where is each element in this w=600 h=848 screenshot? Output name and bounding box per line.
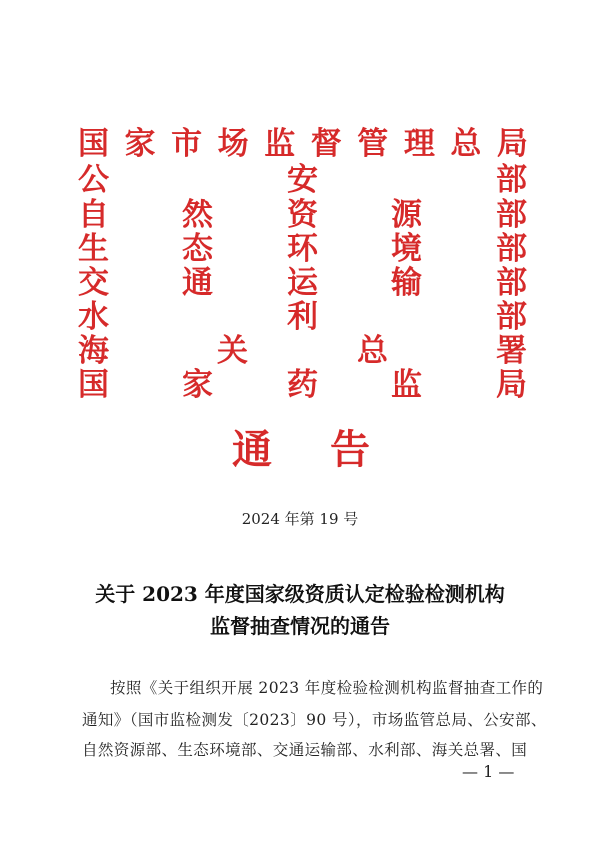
issuer-char: 市 bbox=[171, 126, 203, 162]
notice-title bbox=[0, 426, 600, 473]
notice-title-char: 通 bbox=[232, 426, 272, 473]
issuer-char: 利 bbox=[287, 299, 318, 335]
issuer-char: 部 bbox=[496, 162, 527, 198]
issuer-char: 通 bbox=[182, 265, 213, 301]
issuer-char: 环 bbox=[287, 231, 318, 267]
issuer-char: 关 bbox=[217, 333, 248, 369]
issuer-char: 输 bbox=[391, 265, 422, 301]
issuer-char: 总 bbox=[450, 126, 482, 162]
issuer-char: 监 bbox=[264, 126, 296, 162]
issuer-char: 部 bbox=[496, 299, 527, 335]
issuer-char: 监 bbox=[391, 367, 422, 403]
issuer-char: 总 bbox=[357, 333, 388, 369]
issuer-char: 局 bbox=[496, 126, 528, 162]
body-paragraph-line: 通知》（国市监检测发〔2023〕90 号），市场监管总局、公安部、 bbox=[82, 711, 547, 729]
issuer-row-customs bbox=[78, 335, 528, 368]
issuer-row-nmpa bbox=[78, 369, 528, 402]
issuer-char: 海 bbox=[78, 333, 109, 369]
document-heading-line-1: 关于 2023 年度国家级资质认定检验检测机构 bbox=[95, 582, 505, 606]
issuer-row-mot bbox=[78, 267, 528, 300]
issuer-char: 境 bbox=[391, 231, 422, 267]
issuer-char: 理 bbox=[403, 126, 435, 162]
issuer-char: 然 bbox=[182, 197, 213, 233]
issuer-char: 部 bbox=[496, 197, 527, 233]
issuer-char: 交 bbox=[78, 265, 109, 301]
issuer-row-samr bbox=[78, 128, 528, 161]
issuer-char: 生 bbox=[78, 231, 109, 267]
page-number: — 1 — bbox=[462, 762, 515, 781]
issuer-char: 部 bbox=[496, 265, 527, 301]
issuer-row-mnr bbox=[78, 199, 528, 232]
notice-title-char: 告 bbox=[330, 426, 370, 473]
document-heading-line-2: 监督抽查情况的通告 bbox=[210, 614, 390, 638]
issuer-char: 家 bbox=[124, 126, 156, 162]
issuer-row-mwr bbox=[78, 301, 528, 334]
document-number: 2024 年第 19 号 bbox=[241, 510, 359, 528]
issuer-char: 水 bbox=[78, 299, 109, 335]
issuer-char: 场 bbox=[217, 126, 249, 162]
issuer-char: 局 bbox=[496, 367, 527, 403]
issuer-row-mps bbox=[78, 164, 528, 197]
body-paragraph-line: 按照《关于组织开展 2023 年度检验检测机构监督抽查工作的 bbox=[110, 679, 544, 697]
issuer-char: 国 bbox=[78, 367, 109, 403]
issuer-char: 部 bbox=[496, 231, 527, 267]
issuer-char: 公 bbox=[78, 162, 109, 198]
issuer-char: 国 bbox=[78, 126, 109, 162]
issuer-char: 药 bbox=[287, 367, 318, 403]
issuer-char: 资 bbox=[287, 197, 318, 233]
issuer-char: 自 bbox=[78, 197, 109, 233]
issuer-row-mee bbox=[78, 233, 528, 266]
issuer-char: 署 bbox=[496, 333, 527, 369]
issuer-char: 源 bbox=[391, 197, 422, 233]
issuer-char: 督 bbox=[310, 126, 342, 162]
issuer-char: 安 bbox=[287, 162, 318, 198]
issuer-char: 管 bbox=[357, 126, 389, 162]
issuer-char: 态 bbox=[182, 231, 213, 267]
issuer-char: 家 bbox=[182, 367, 213, 403]
issuer-char: 运 bbox=[287, 265, 318, 301]
body-paragraph-line: 自然资源部、生态环境部、交通运输部、水利部、海关总署、国 bbox=[82, 741, 528, 759]
